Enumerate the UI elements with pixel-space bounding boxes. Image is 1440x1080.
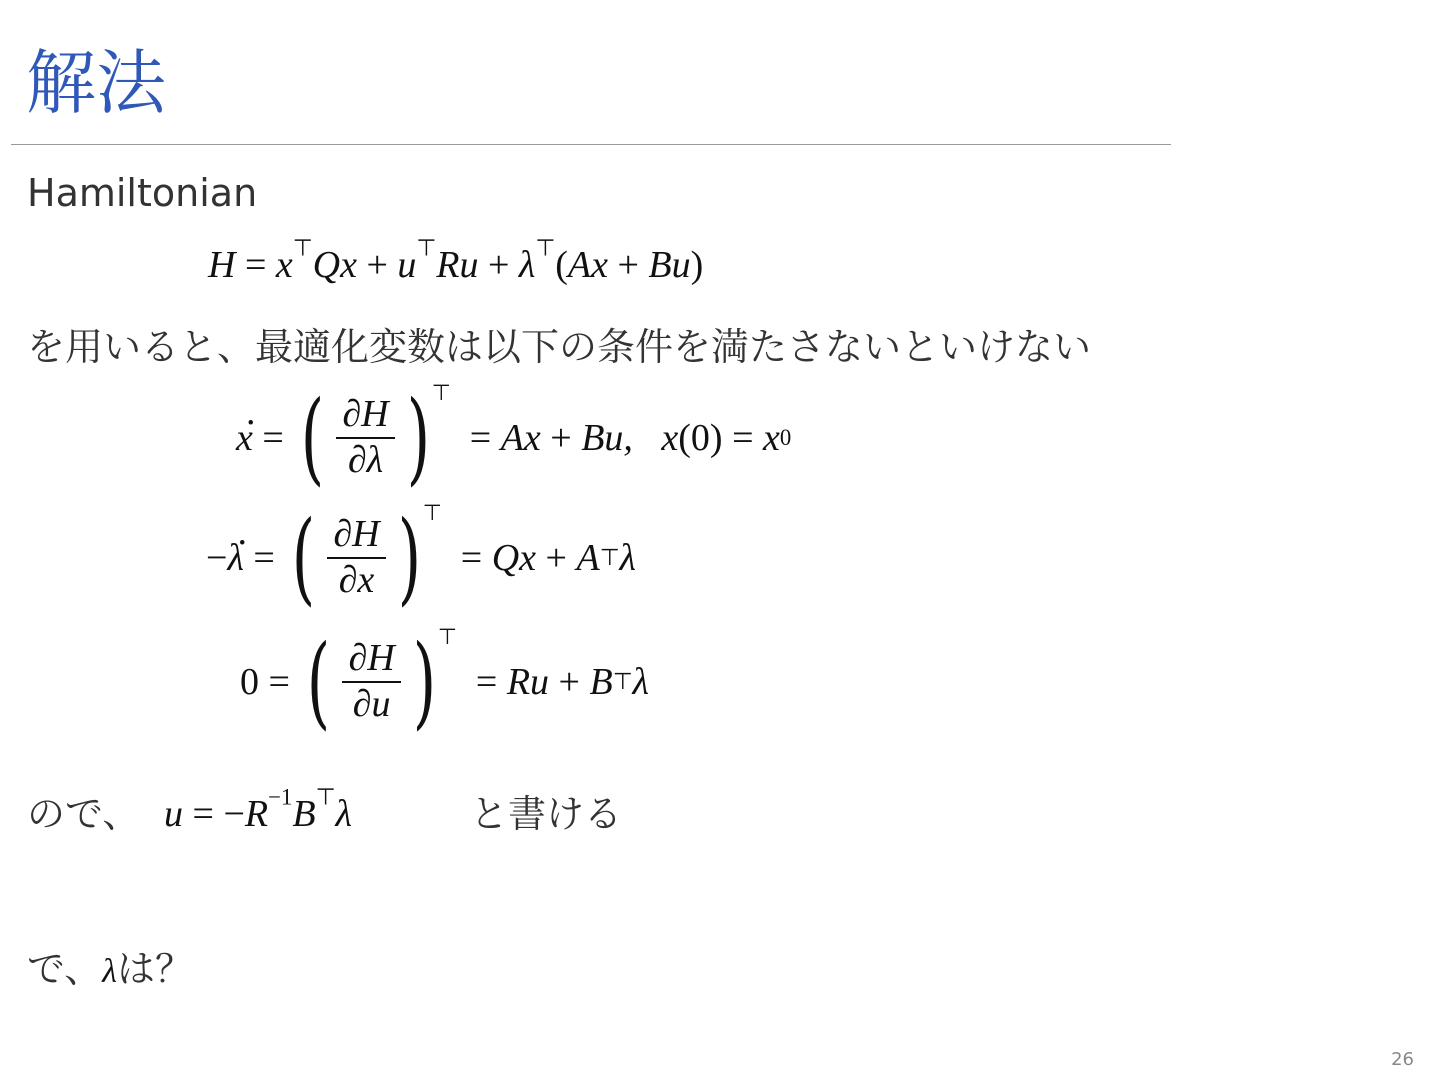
conclusion-suffix: と書ける	[470, 792, 623, 836]
hamiltonian-equation: H = x⊤Qx + u⊤Ru + λ⊤(Ax + Bu)	[208, 235, 704, 286]
conclusion-prefix: ので、	[27, 792, 141, 836]
conditions-text: を用いると、最適化変数は以下の条件を満たさないといけない	[27, 325, 1092, 369]
hamiltonian-label: Hamiltonian	[27, 171, 258, 215]
question-suffix: は？	[116, 947, 193, 991]
control-law-equation: $u = -R^{-1}B^⊤\lambda$	[164, 784, 352, 835]
question-line	[27, 947, 193, 991]
control-equation: 0 = ( $\frac{\partial H}{\partial u}$ ) ⊤ = Ru + B ⊤ λ	[240, 623, 650, 740]
slide-title: 解法	[26, 42, 166, 124]
state-equation: x . = ( $\frac{\partial H}{\partial\lambda}$ ) ⊤ = Ax + Bu, x (0) = x 0	[236, 388, 791, 488]
title-divider	[11, 144, 1171, 145]
lambda-symbol: λ	[102, 953, 117, 990]
question-prefix: で、	[27, 947, 103, 991]
page-number: 26	[1391, 1049, 1414, 1070]
costate-equation: − λ . = ( $\frac{\partial H}{\partial x}$ ) ⊤ = Qx + A ⊤ λ	[206, 508, 636, 608]
